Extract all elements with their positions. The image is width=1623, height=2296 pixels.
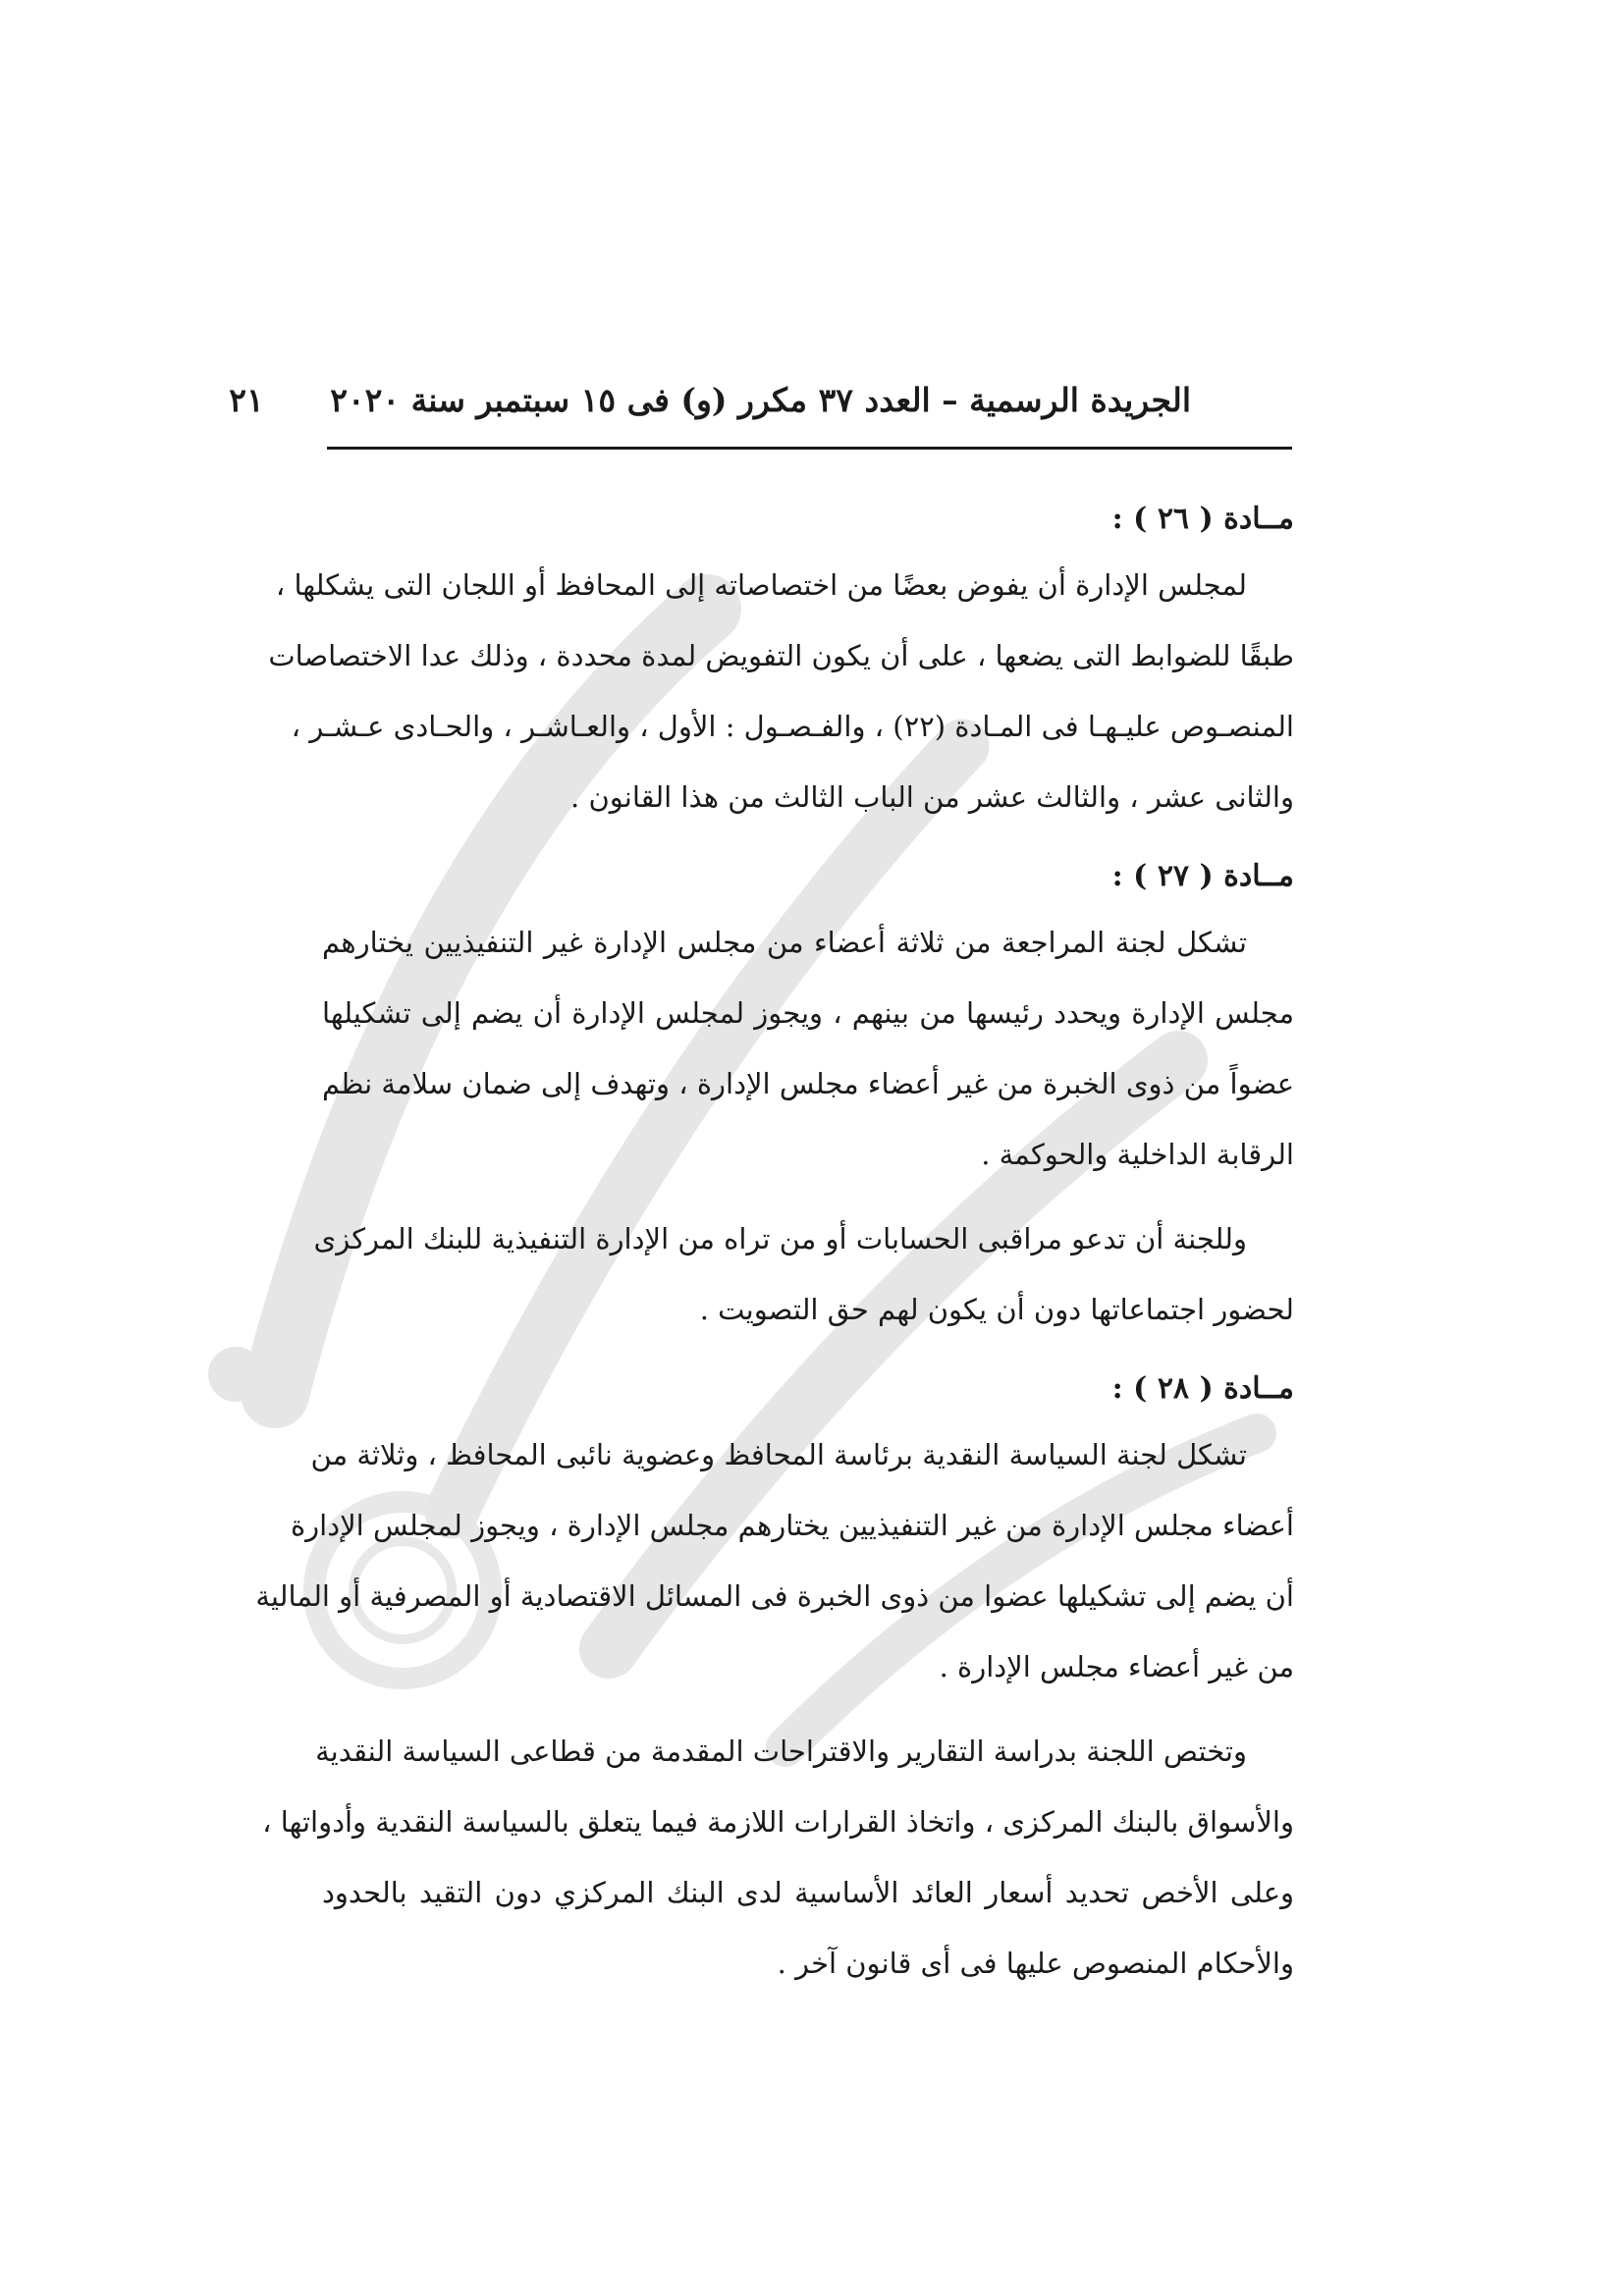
gazette-title: الجريدة الرسمية – العدد ٣٧ مكرر (و) فى ١٥ سبتمبر سنة ٢٠٢٠: [330, 381, 1191, 419]
paragraph-line: لحضور اجتماعاتها دون أن يكون لهم حق التصويت .: [699, 1293, 1294, 1326]
paragraph-line: والأسواق بالبنك المركزى ، واتخاذ القرارات اللازمة فيما يتعلق بالسياسة النقدية وأدواتها ،: [262, 1805, 1294, 1839]
article-heading: مــادة ( ٢٨ ) :: [1111, 1371, 1294, 1406]
article-heading: مــادة ( ٢٧ ) :: [1111, 859, 1294, 893]
paragraph-line: أعضاء مجلس الإدارة من غير التنفيذيين يختارهم مجلس الإدارة ، ويجوز لمجلس الإدارة: [290, 1509, 1294, 1542]
paragraph-line: وللجنة أن تدعو مراقبى الحسابات أو من تراه من الإدارة التنفيذية للبنك المركزى: [313, 1222, 1247, 1255]
paragraph-line: وعلى الأخص تحديد أسعار العائد الأساسية لدى البنك المركزي دون التقيد بالحدود: [322, 1876, 1294, 1909]
article-heading: مــادة ( ٢٦ ) :: [1111, 502, 1294, 536]
article-section: [255, 1359, 1294, 1999]
paragraph-line: والأحكام المنصوص عليها فى أى قانون آخر .: [777, 1947, 1294, 1980]
paragraph-line: الرقابة الداخلية والحوكمة .: [981, 1138, 1294, 1171]
paragraph-line: أن يضم إلى تشكيلها عضوا من ذوى الخبرة فى المسائل الاقتصادية أو المصرفية أو المالية: [255, 1579, 1294, 1613]
article-section: [313, 846, 1294, 1345]
article-paragraph: [255, 1419, 1294, 1702]
paragraph-line: تشكل لجنة المراجعة من ثلاثة أعضاء من مجلس الإدارة غير التنفيذيين يختارهم: [322, 926, 1247, 959]
paragraph-line: طبقًا للضوابط التى يضعها ، على أن يكون التفويض لمدة محددة ، وذلك عدا الاختصاصات: [268, 639, 1294, 672]
watermark-dot: [208, 1347, 263, 1402]
article-paragraph: [322, 907, 1294, 1190]
document-body: [255, 489, 1294, 2012]
paragraph-line: وتختص اللجنة بدراسة التقارير والاقتراحات المقدمة من قطاعى السياسة النقدية: [315, 1735, 1247, 1768]
paragraph-line: مجلس الإدارة ويحدد رئيسها من بينهم ، ويجوز لمجلس الإدارة أن يضم إلى تشكيلها: [322, 996, 1294, 1030]
paragraph-line: المنصـوص عليـهـا فى المـادة (٢٢) ، والفـصـول : الأول ، والعـاشـر ، والحـادى عـشـر ،: [291, 710, 1294, 743]
article-paragraph: [268, 550, 1294, 832]
paragraph-line: لمجلس الإدارة أن يفوض بعضًا من اختصاصاته إلى المحافظ أو اللجان التى يشكلها ،: [275, 568, 1247, 602]
article-paragraph: [313, 1203, 1294, 1345]
header-rule: [327, 447, 1292, 450]
page-number: ٢١: [229, 381, 264, 419]
paragraph-line: تشكل لجنة السياسة النقدية برئاسة المحافظ وعضوية نائبى المحافظ ، وثلاثة من: [310, 1438, 1247, 1471]
paragraph-line: من غير أعضاء مجلس الإدارة .: [939, 1650, 1294, 1683]
paragraph-line: عضواً من ذوى الخبرة من غير أعضاء مجلس الإدارة ، وتهدف إلى ضمان سلامة نظم: [322, 1067, 1294, 1100]
article-paragraph: [262, 1716, 1294, 1999]
paragraph-line: والثانى عشر ، والثالث عشر من الباب الثالث من هذا القانون .: [570, 780, 1294, 814]
gazette-header: [229, 381, 1191, 419]
article-section: [268, 489, 1294, 832]
